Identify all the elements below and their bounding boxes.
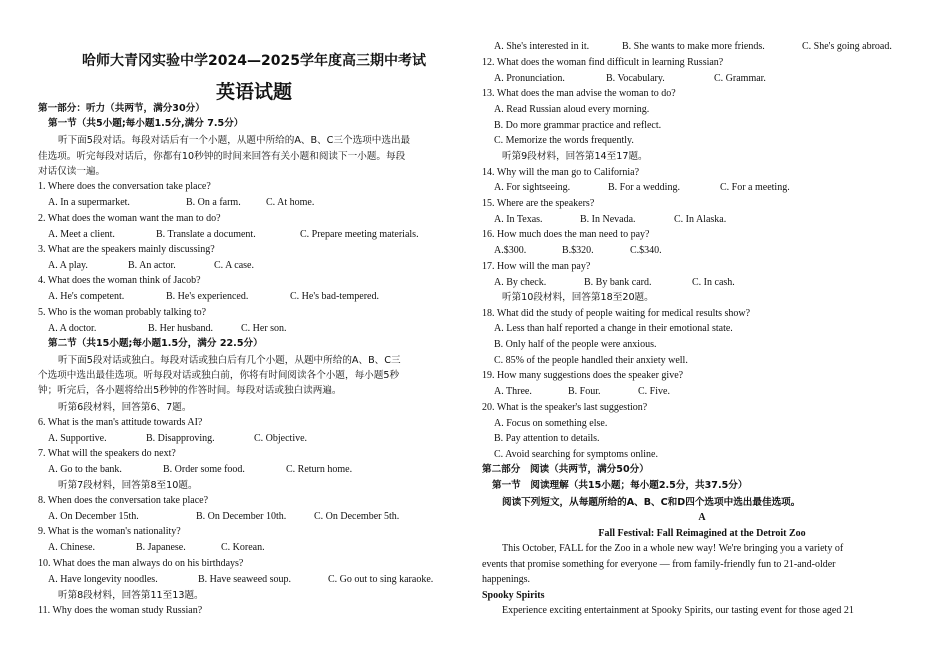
part1-section1-heading: 第一节（共5小题;每小题1.5分,满分 7.5分） bbox=[48, 118, 244, 129]
option: B. He's experienced. bbox=[166, 291, 249, 302]
option: B. On a farm. bbox=[186, 197, 241, 208]
material-note: 听第6段材料，回答第6、7题。 bbox=[58, 402, 192, 413]
question-19: 19. How many suggestions does the speaker give? bbox=[482, 370, 684, 381]
material-note: 听第8段材料，回答第11至13题。 bbox=[58, 590, 204, 601]
question-15: 15. Where are the speakers? bbox=[482, 198, 595, 209]
question-2: 2. What does the woman want the man to do? bbox=[38, 213, 221, 224]
option: B. Japanese. bbox=[136, 542, 186, 553]
subject-title: 英语试题 bbox=[215, 81, 292, 103]
option: A. Have longevity noodles. bbox=[48, 574, 158, 585]
option: A. Focus on something else. bbox=[494, 418, 608, 429]
part2-section1-heading: 第一节 阅读理解（共15小题；每小题2.5分，共37.5分） bbox=[492, 480, 748, 491]
option: C. Grammar. bbox=[714, 73, 766, 84]
option: C. Go out to sing karaoke. bbox=[328, 574, 434, 585]
part1-heading: 第一部分：听力（共两节，满分30分） bbox=[38, 103, 205, 114]
option: B. Have seaweed soup. bbox=[198, 574, 292, 585]
option: B. She wants to make more friends. bbox=[622, 41, 765, 52]
option: B. Her husband. bbox=[148, 323, 213, 334]
question-9: 9. What is the woman's nationality? bbox=[38, 526, 181, 537]
section1-instruction-line: 听下面5段对话。每段对话后有一个小题，从题中所给的A、B、C三个选项中选出最 bbox=[58, 135, 411, 146]
option: C. He's bad-tempered. bbox=[290, 291, 379, 302]
option: B. Order some food. bbox=[163, 464, 245, 475]
option: B. On December 10th. bbox=[196, 511, 287, 522]
option: A. On December 15th. bbox=[48, 511, 139, 522]
option: C. Objective. bbox=[254, 433, 308, 444]
option: C.$340. bbox=[630, 245, 662, 256]
section2-instruction-line: 钟；听完后，各小题将给出5秒钟的作答时间。每段对话或独白读两遍。 bbox=[38, 385, 342, 396]
option: A. In Texas. bbox=[494, 214, 543, 225]
option: A. By check. bbox=[494, 277, 547, 288]
option: A. Read Russian aloud every morning. bbox=[494, 104, 650, 115]
option: A. She's interested in it. bbox=[494, 41, 590, 52]
option: C. Return home. bbox=[286, 464, 353, 475]
option: B. Only half of the people were anxious. bbox=[494, 339, 657, 350]
option: A. He's competent. bbox=[48, 291, 125, 302]
passage-line: happenings. bbox=[482, 574, 531, 585]
question-13: 13. What does the man advise the woman to do? bbox=[482, 88, 676, 99]
option: C. Avoid searching for symptoms online. bbox=[494, 449, 658, 460]
question-12: 12. What does the woman find difficult in learning Russian? bbox=[482, 57, 724, 68]
question-8: 8. When does the conversation take place? bbox=[38, 495, 209, 506]
option: A. In a supermarket. bbox=[48, 197, 130, 208]
option: B. Translate a document. bbox=[156, 229, 256, 240]
option: B. Pay attention to details. bbox=[494, 433, 600, 444]
passage-line: events that promise something for everyone — from family-friendly fun to 21-and-older bbox=[482, 559, 836, 570]
option: C. At home. bbox=[266, 197, 315, 208]
option: C. For a meeting. bbox=[720, 182, 790, 193]
option: A.$300. bbox=[494, 245, 527, 256]
option: A. Three. bbox=[494, 386, 532, 397]
section2-instruction-line: 个选项中选出最佳选项。听每段对话或独白前，你将有时间阅读各个小题，每小题5秒 bbox=[38, 370, 400, 381]
option: A. Less than half reported a change in their emotional state. bbox=[494, 323, 733, 334]
reading-instruction: 阅读下列短文，从每题所给的A、B、C和D四个选项中选出最佳选项。 bbox=[502, 497, 801, 508]
question-16: 16. How much does the man need to pay? bbox=[482, 229, 650, 240]
option: A. Supportive. bbox=[48, 433, 107, 444]
option: C. Five. bbox=[638, 386, 670, 397]
question-5: 5. Who is the woman probably talking to? bbox=[38, 307, 207, 318]
option: B. In Nevada. bbox=[580, 214, 636, 225]
option: A. For sightseeing. bbox=[494, 182, 571, 193]
section1-instruction-line: 佳选项。听完每段对话后，你都有10秒钟的时间来回答有关小题和阅读下一小题。每段 bbox=[38, 151, 406, 162]
option: C. 85% of the people handled their anxiety well. bbox=[494, 355, 688, 366]
section1-instruction-line: 对话仅读一遍。 bbox=[38, 166, 106, 177]
question-4: 4. What does the woman think of Jacob? bbox=[38, 275, 201, 286]
question-17: 17. How will the man pay? bbox=[482, 261, 591, 272]
option: A. Meet a client. bbox=[48, 229, 115, 240]
passage-label: A bbox=[698, 512, 706, 523]
material-note: 听第10段材料，回答第18至20题。 bbox=[502, 292, 654, 303]
material-note: 听第9段材料，回答第14至17题。 bbox=[502, 151, 648, 162]
question-10: 10. What does the man always do on his birthdays? bbox=[38, 558, 244, 569]
option: C. Korean. bbox=[221, 542, 265, 553]
option: C. On December 5th. bbox=[314, 511, 400, 522]
option: B. Four. bbox=[568, 386, 601, 397]
part1-section2-heading: 第二节（共15小题;每小题1.5分，满分 22.5分） bbox=[48, 338, 263, 349]
option: C. In Alaska. bbox=[674, 214, 727, 225]
material-note: 听第7段材料，回答第8至10题。 bbox=[58, 480, 198, 491]
question-11: 11. Why does the woman study Russian? bbox=[38, 605, 203, 616]
option: A. A doctor. bbox=[48, 323, 97, 334]
question-3: 3. What are the speakers mainly discussing? bbox=[38, 244, 215, 255]
option: C. Memorize the words frequently. bbox=[494, 135, 634, 146]
question-20: 20. What is the speaker's last suggestion? bbox=[482, 402, 648, 413]
passage-line: This October, FALL for the Zoo in a whole new way! We're bringing you a variety of bbox=[502, 543, 844, 554]
option: B. An actor. bbox=[128, 260, 176, 271]
exam-title: 哈师大青冈实验中学2024—2025学年度高三期中考试 bbox=[82, 53, 426, 69]
part2-heading: 第二部分 阅读（共两节，满分50分） bbox=[482, 464, 649, 475]
option: A. Chinese. bbox=[48, 542, 95, 553]
option: A. A play. bbox=[48, 260, 88, 271]
option: B.$320. bbox=[562, 245, 594, 256]
question-6: 6. What is the man's attitude towards AI? bbox=[38, 417, 203, 428]
section2-instruction-line: 听下面5段对话或独白。每段对话或独白后有几个小题，从题中所给的A、B、C三 bbox=[58, 355, 401, 366]
question-14: 14. Why will the man go to California? bbox=[482, 167, 640, 178]
option: B. Vocabulary. bbox=[606, 73, 665, 84]
question-18: 18. What did the study of people waiting for medical results show? bbox=[482, 308, 751, 319]
option: C. She's going abroad. bbox=[802, 41, 892, 52]
passage-title: Fall Festival: Fall Reimagined at the Detroit Zoo bbox=[598, 528, 806, 539]
option: C. Prepare meeting materials. bbox=[300, 229, 419, 240]
question-1: 1. Where does the conversation take place? bbox=[38, 181, 211, 192]
option: C. Her son. bbox=[241, 323, 287, 334]
option: B. For a wedding. bbox=[608, 182, 680, 193]
passage-subheading: Spooky Spirits bbox=[482, 590, 545, 601]
question-7: 7. What will the speakers do next? bbox=[38, 448, 176, 459]
option: A. Go to the bank. bbox=[48, 464, 122, 475]
option: B. Do more grammar practice and reflect. bbox=[494, 120, 662, 131]
option: A. Pronunciation. bbox=[494, 73, 565, 84]
option: C. In cash. bbox=[692, 277, 735, 288]
passage-line: Experience exciting entertainment at Spooky Spirits, our tasting event for those aged 21 bbox=[502, 605, 854, 616]
option: B. By bank card. bbox=[584, 277, 652, 288]
option: B. Disapproving. bbox=[146, 433, 215, 444]
option: C. A case. bbox=[214, 260, 254, 271]
